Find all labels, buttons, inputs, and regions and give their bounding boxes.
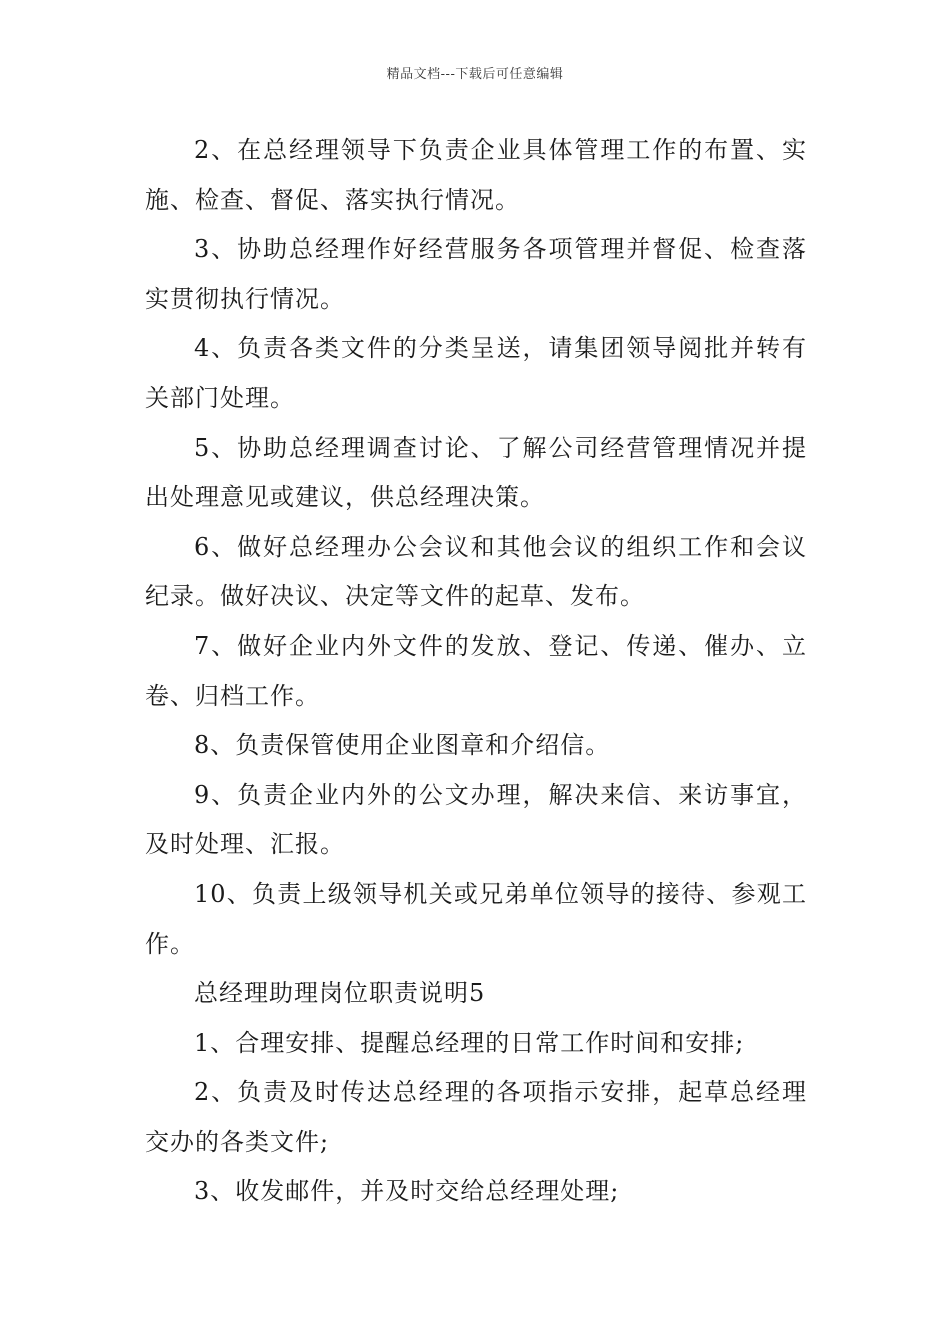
paragraph-duty-5: 5、协助总经理调查讨论、了解公司经营管理情况并提出处理意见或建议，供总经理决策。 xyxy=(145,433,807,512)
paragraph-duty-9: 9、负责企业内外的公文办理，解决来信、来访事宜，及时处理、汇报。 xyxy=(145,780,807,859)
section-heading: 总经理助理岗位职责说明5 xyxy=(194,979,486,1008)
document-body xyxy=(145,126,807,1217)
paragraph-duty-7: 7、做好企业内外文件的发放、登记、传递、催办、立卷、归档工作。 xyxy=(145,631,807,710)
paragraph-section5-item-1: 1、合理安排、提醒总经理的日常工作时间和安排; xyxy=(194,1028,745,1057)
paragraph-duty-8: 8、负责保管使用企业图章和介绍信。 xyxy=(194,731,611,760)
paragraph-duty-3: 3、协助总经理作好经营服务各项管理并督促、检查落实贯彻执行情况。 xyxy=(145,235,807,313)
paragraph-duty-2: 2、在总经理领导下负责企业具体管理工作的布置、实施、检查、督促、落实执行情况。 xyxy=(145,136,807,214)
page-header: 精品文档---下载后可任意编辑 xyxy=(386,67,564,82)
paragraph-duty-6: 6、做好总经理办公会议和其他会议的组织工作和会议纪录。做好决议、决定等文件的起草、发布。 xyxy=(145,532,807,611)
paragraph-duty-4: 4、负责各类文件的分类呈送，请集团领导阅批并转有关部门处理。 xyxy=(145,334,807,412)
paragraph-duty-10: 10、负责上级领导机关或兄弟单位领导的接待、参观工作。 xyxy=(145,879,807,958)
paragraph-section5-item-3: 3、收发邮件，并及时交给总经理处理; xyxy=(194,1177,620,1206)
paragraph-section5-item-2: 2、负责及时传达总经理的各项指示安排，起草总经理交办的各类文件; xyxy=(145,1078,807,1156)
